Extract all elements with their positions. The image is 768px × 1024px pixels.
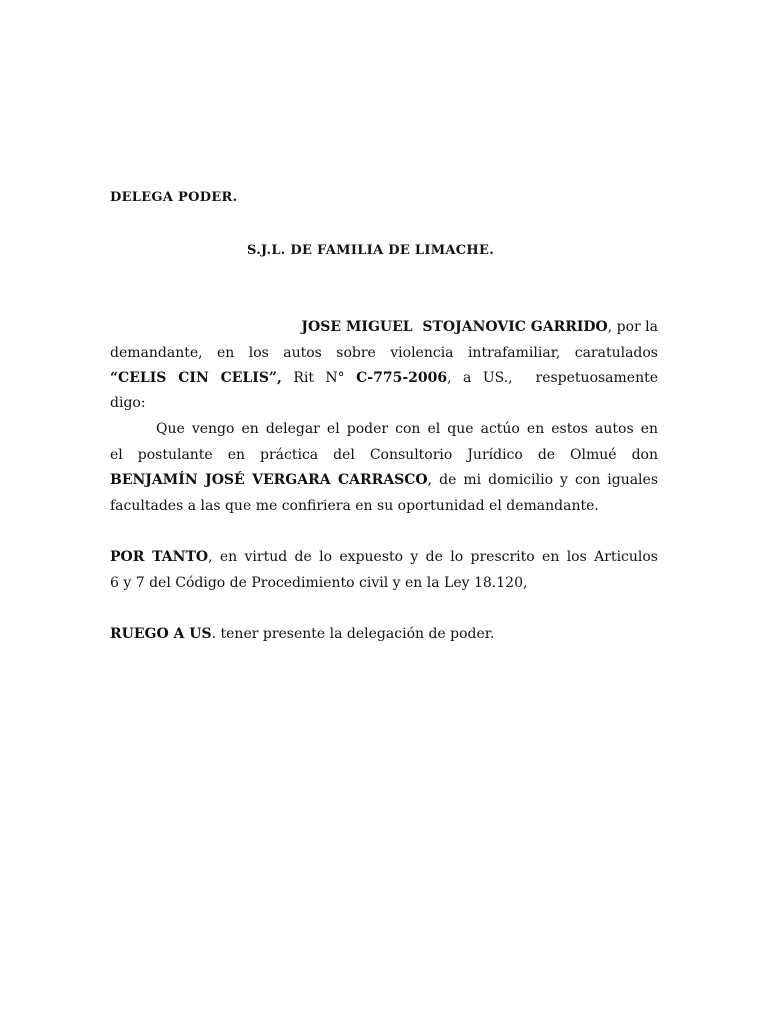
- case-title: “CELIS CIN CELIS”,: [110, 370, 282, 386]
- para4-line1: [110, 624, 658, 644]
- para3-line1: [110, 547, 658, 567]
- para3-line1-tail: , en virtud de lo expuesto y de lo prescrito en los Articulos: [208, 549, 658, 565]
- para1-line1-tail: , por la: [607, 319, 658, 335]
- para2-line2: el postulante en práctica del Consultorio Jurídico de Olmué don: [110, 447, 658, 463]
- por-tanto-lead: POR TANTO: [110, 549, 209, 565]
- para1-line2: demandante, en los autos sobre violencia intrafamiliar, caratulados: [110, 345, 658, 361]
- para4-tail: . tener presente la delegación de poder.: [211, 626, 495, 642]
- party-name: JOSE MIGUEL STOJANOVIC GARRIDO: [301, 319, 608, 335]
- para2-line4: facultades a las que me confiriera en su oportunidad el demandante.: [110, 498, 599, 514]
- para1-line3: [110, 368, 658, 388]
- para2-line1: Que vengo en delegar el poder con el que actúo en estos autos en: [156, 421, 658, 437]
- ruego-lead: RUEGO A US: [110, 626, 212, 642]
- delegate-name: BENJAMÍN JOSÉ VERGARA CARRASCO: [110, 472, 428, 488]
- para1-line4: digo:: [110, 395, 146, 411]
- document-heading: DELEGA PODER.: [110, 190, 238, 205]
- rit-number: C-775-2006: [356, 370, 448, 386]
- para2-line3-tail: , de mi domicilio y con iguales: [427, 472, 658, 488]
- para3-line2: 6 y 7 del Código de Procedimiento civil y en la Ley 18.120,: [110, 575, 528, 591]
- para2-line3: [110, 470, 658, 490]
- rit-label: Rit N°: [293, 370, 345, 386]
- court-addressee: S.J.L. DE FAMILIA DE LIMACHE.: [247, 243, 495, 258]
- para1-line1: [276, 317, 658, 337]
- para1-line3-tail: , a US., respetuosamente: [447, 370, 659, 386]
